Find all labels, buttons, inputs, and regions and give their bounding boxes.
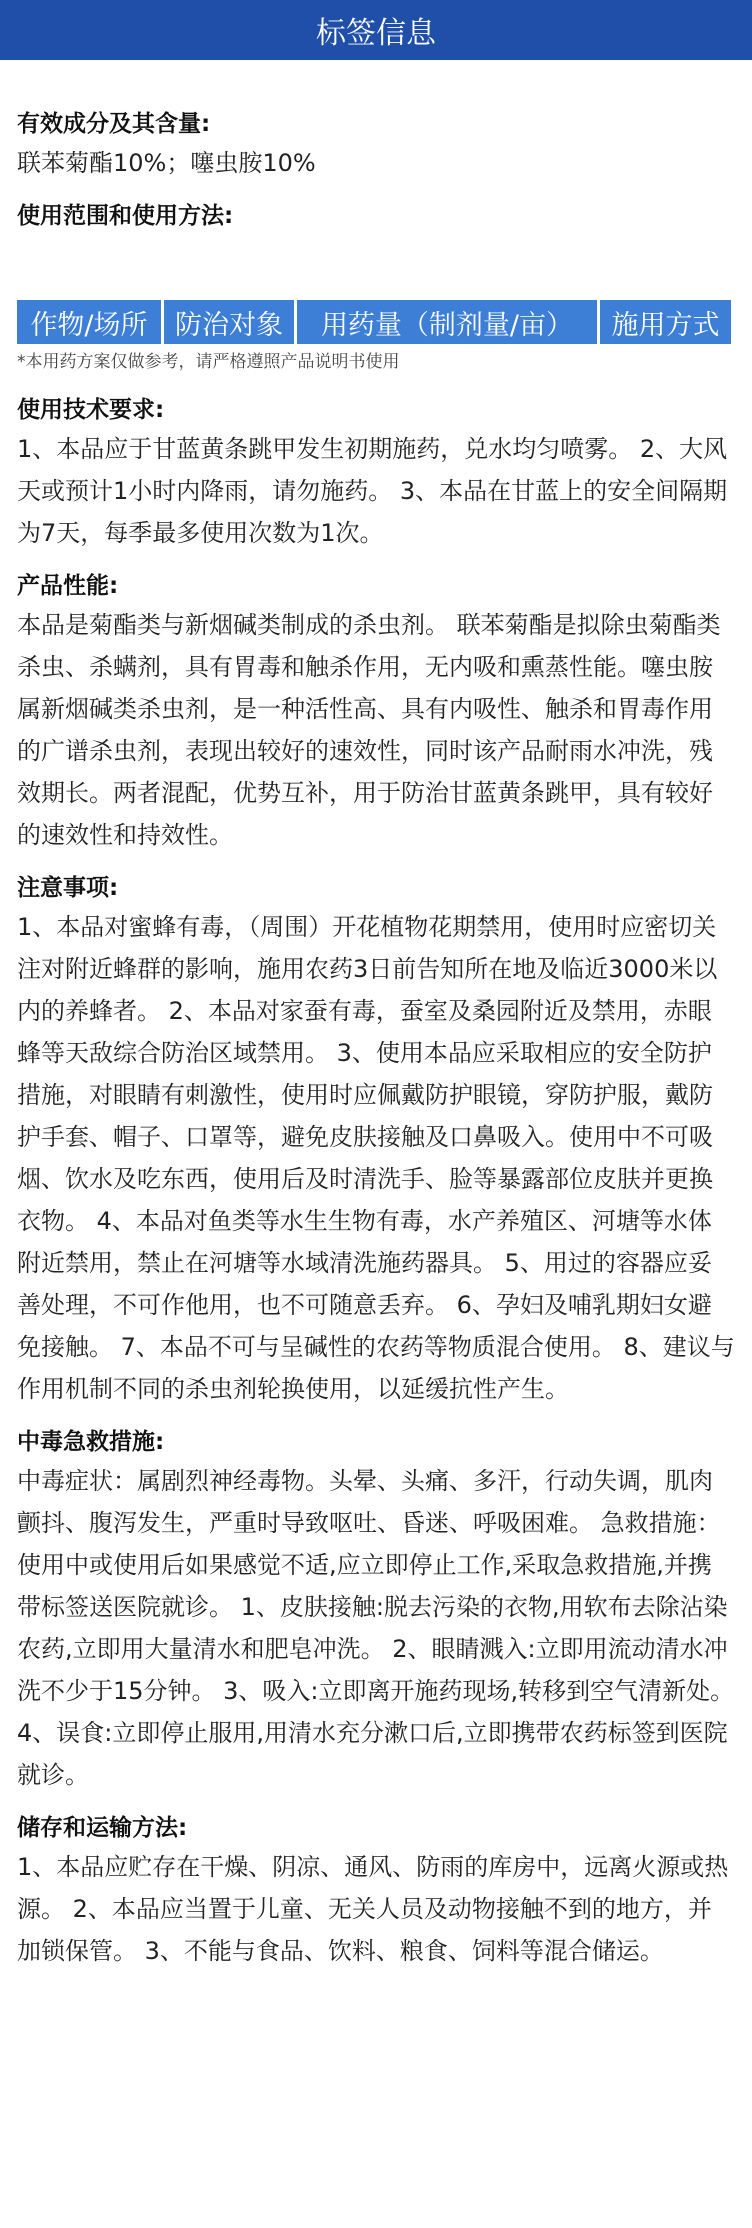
ingredients-heading: 有效成分及其含量: <box>17 111 211 137</box>
precautions-heading: 注意事项: <box>17 875 119 901</box>
performance-heading: 产品性能: <box>17 573 119 599</box>
column-method: 施用方式 <box>600 300 731 344</box>
storage-text: 1、本品应贮存在干燥、阴凉、通风、防雨的库房中，远离火源或热源。 2、本品应当置于儿童、无关人员及动物接触不到的地方，并加锁保管。 3、不能与食品、饮料、粮食、饲料等混合储运。 <box>17 1853 729 1965</box>
column-crop: 作物/场所 <box>17 300 161 344</box>
ingredients-text: 联苯菊酯10%；噻虫胺10% <box>17 149 316 177</box>
page-header <box>0 0 752 60</box>
firstaid-heading: 中毒急救措施: <box>17 1429 165 1455</box>
column-dosage: 用药量（制剂量/亩） <box>297 300 597 344</box>
technical-heading: 使用技术要求: <box>17 397 165 423</box>
performance-text: 本品是菊酯类与新烟碱类制成的杀虫剂。 联苯菊酯是拟除虫菊酯类杀虫、杀螨剂，具有胃毒和触杀作用，无内吸和熏蒸性能。噻虫胺属新烟碱类杀虫剂，是一种活性高、具有内吸性、触杀和胃毒作用的广谱杀虫剂，表现出较好的速效性，同时该产品耐雨水冲洗，残效期长。两者混配，优势互补，用于防治甘蓝黄条跳甲，具有较好的速效性和持效性。 <box>17 611 721 849</box>
label-content <box>0 106 752 1972</box>
usage-note: *本用药方案仅做参考，请严格遵照产品说明书使用 <box>17 352 400 372</box>
usage-heading: 使用范围和使用方法: <box>17 203 234 229</box>
technical-text: 1、本品应于甘蓝黄条跳甲发生初期施药，兑水均匀喷雾。 2、大风天或预计1小时内降雨，请勿施药。 3、本品在甘蓝上的安全间隔期为7天，每季最多使用次数为1次。 <box>17 435 728 547</box>
firstaid-text: 中毒症状：属剧烈神经毒物。头晕、头痛、多汗，行动失调，肌肉颤抖、腹泻发生，严重时导致呕吐、昏迷、呼吸困难。 急救措施：使用中或使用后如果感觉不适,应立即停止工作,采取急救措施,并携带标签送医院就诊。 1、皮肤接触:脱去污染的衣物,用软布去除沾染农药,立即用大量清水和肥皂冲洗。 2、眼睛溅入:立即用流动清水冲洗不少于15分钟。 3、吸入:立即离开施药现场,转移到空气清新处。 4、误食:立即停止服用,用清水充分漱口后,立即携带农药标签到医院就诊。 <box>17 1467 735 1789</box>
usage-table-header <box>17 300 735 344</box>
column-target: 防治对象 <box>164 300 294 344</box>
precautions-text: 1、本品对蜜蜂有毒，（周围）开花植物花期禁用，使用时应密切关注对附近蜂群的影响，施用农药3日前告知所在地及临近3000米以内的养蜂者。 2、本品对家蚕有毒，蚕室及桑园附近及禁用，赤眼蜂等天敌综合防治区域禁用。 3、使用本品应采取相应的安全防护措施，对眼睛有刺激性，使用时应佩戴防护眼镜，穿防护服，戴防护手套、帽子、口罩等，避免皮肤接触及口鼻吸入。使用中不可吸烟、饮水及吃东西，使用后及时清洗手、脸等暴露部位皮肤并更换衣物。 4、本品对鱼类等水生生物有毒，水产养殖区、河塘等水体附近禁用，禁止在河塘等水域清洗施药器具。 5、用过的容器应妥善处理，不可作他用，也不可随意丢弃。 6、孕妇及哺乳期妇女避免接触。 7、本品不可与呈碱性的农药等物质混合使用。 8、建议与作用机制不同的杀虫剂轮换使用，以延缓抗性产生。 <box>17 913 735 1403</box>
storage-heading: 储存和运输方法: <box>17 1815 188 1841</box>
page-title: 标签信息 <box>316 16 436 51</box>
